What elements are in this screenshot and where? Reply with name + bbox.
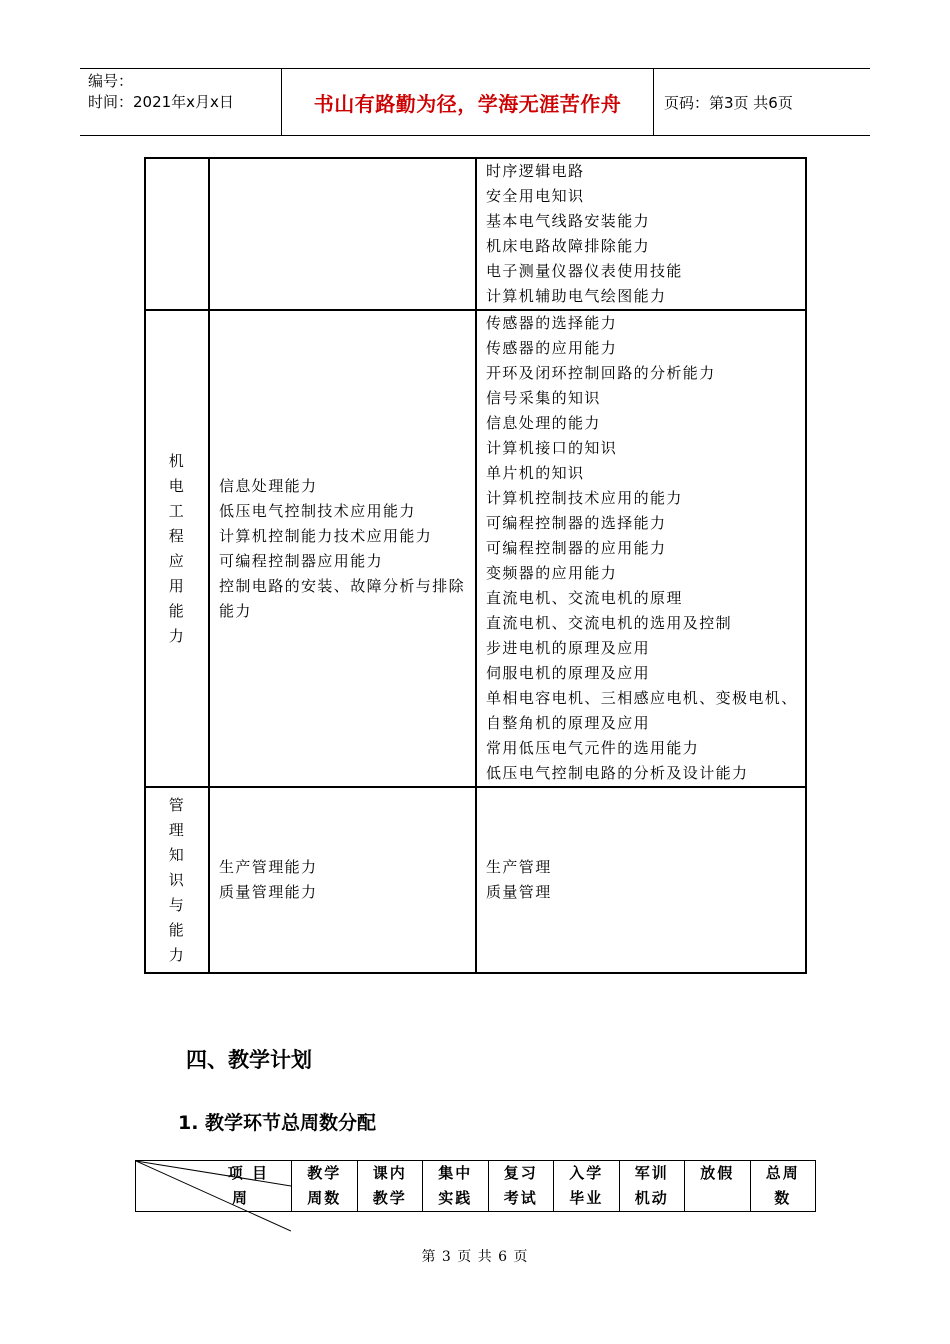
weeks-header-cell xyxy=(488,1161,554,1212)
weeks-header-row xyxy=(136,1161,816,1212)
content-item: 时序逻辑电路 xyxy=(486,162,585,180)
ability-item: 计算机控制能力技术应用能力 xyxy=(219,526,433,545)
content-item: 安全用电知识 xyxy=(486,187,585,205)
content-item: 单片机的知识 xyxy=(486,464,585,482)
weeks-header-text: 实践 xyxy=(438,1189,473,1207)
content-item: 信号采集的知识 xyxy=(486,389,601,407)
table-row xyxy=(145,158,806,310)
ability-cell xyxy=(209,310,476,787)
content-item: 可编程控制器的应用能力 xyxy=(486,539,667,557)
page-footer: 第 3 页 共 6 页 xyxy=(421,1249,529,1265)
ability-item: 控制电路的安装、故障分析与排除能力 xyxy=(219,576,466,620)
weeks-header-text: 入学 xyxy=(569,1164,604,1182)
ability-item: 低压电气控制技术应用能力 xyxy=(219,501,416,520)
category-cell xyxy=(145,310,209,787)
weeks-header-text: 数 xyxy=(774,1189,792,1207)
ability-cell xyxy=(209,158,476,310)
weeks-header-cell xyxy=(423,1161,489,1212)
header-page-info: 页码：第3页 共6页 xyxy=(664,93,793,112)
weeks-header-cell xyxy=(554,1161,620,1212)
content-item: 开环及闭环控制回路的分析能力 xyxy=(486,364,716,382)
content-item: 信息处理的能力 xyxy=(486,414,601,432)
weeks-header-text: 复习 xyxy=(503,1164,538,1182)
content-item: 电子测量仪器仪表使用技能 xyxy=(486,262,683,280)
weeks-header-cell xyxy=(357,1161,423,1212)
content-item: 计算机辅助电气绘图能力 xyxy=(486,287,667,305)
content-item: 计算机控制技术应用的能力 xyxy=(486,489,683,507)
content-item: 基本电气线路安装能力 xyxy=(486,212,651,230)
content-item: 常用低压电气元件的选用能力 xyxy=(486,739,700,757)
weeks-header-cell xyxy=(619,1161,685,1212)
content-item: 生产管理 xyxy=(486,858,552,876)
ability-cell xyxy=(209,787,476,973)
content-item: 伺服电机的原理及应用 xyxy=(486,664,651,682)
content-item: 机床电路故障排除能力 xyxy=(486,237,651,255)
content-item: 单相电容电机、三相感应电机、变极电机、自整角机的原理及应用 xyxy=(486,689,798,732)
ability-item: 信息处理能力 xyxy=(219,476,318,495)
ability-item: 可编程控制器应用能力 xyxy=(219,551,384,570)
ability-item: 质量管理能力 xyxy=(219,883,318,901)
ability-item: 生产管理能力 xyxy=(219,858,318,876)
subsection-heading: 1. 教学环节总周数分配 xyxy=(178,1112,377,1134)
content-item: 质量管理 xyxy=(486,883,552,901)
weeks-header-cell xyxy=(292,1161,358,1212)
weeks-header-text: 放假 xyxy=(700,1164,735,1182)
header-left-cell xyxy=(80,69,282,135)
category-cell xyxy=(145,787,209,973)
category-label: 管理知识与能力 xyxy=(168,795,186,964)
competency-table xyxy=(144,157,807,974)
weeks-header-text: 周数 xyxy=(307,1189,342,1207)
table-row xyxy=(145,310,806,787)
weeks-header-text: 教学 xyxy=(307,1164,342,1182)
content-cell xyxy=(476,310,806,787)
content-item: 直流电机、交流电机的原理 xyxy=(486,589,683,607)
content-cell xyxy=(476,787,806,973)
weeks-header-text: 教学 xyxy=(372,1189,407,1207)
weeks-header-text: 集中 xyxy=(438,1164,473,1182)
corner-label-week: 周 xyxy=(231,1189,249,1207)
content-cell xyxy=(476,158,806,310)
content-item: 步进电机的原理及应用 xyxy=(486,639,651,657)
page-header xyxy=(80,68,870,136)
content-item: 计算机接口的知识 xyxy=(486,439,618,457)
diagonal-header-cell xyxy=(136,1161,292,1212)
weeks-header-text: 考试 xyxy=(503,1189,538,1207)
content-item: 低压电气控制电路的分析及设计能力 xyxy=(486,764,749,782)
header-motto: 书山有路勤为径，学海无涯苦作舟 xyxy=(282,69,654,135)
content-item: 变频器的应用能力 xyxy=(486,564,618,582)
weeks-header-text: 毕业 xyxy=(569,1189,604,1207)
content-item: 传感器的选择能力 xyxy=(486,314,618,332)
content-item: 传感器的应用能力 xyxy=(486,339,618,357)
corner-label-item: 项 目 xyxy=(227,1164,269,1182)
table-row xyxy=(145,787,806,973)
category-label: 机电工程应用能力 xyxy=(168,451,186,645)
weeks-header-text: 总周 xyxy=(765,1164,800,1182)
weeks-header-cell xyxy=(750,1161,816,1212)
doc-date: 时间：2021年x月x日 xyxy=(88,93,234,111)
category-cell xyxy=(145,158,209,310)
weeks-header-text: 课内 xyxy=(372,1164,407,1182)
section-heading: 四、教学计划 xyxy=(186,1048,312,1072)
doc-number: 编号： xyxy=(88,72,134,90)
weeks-allocation-table xyxy=(135,1160,816,1212)
content-item: 直流电机、交流电机的选用及控制 xyxy=(486,614,733,632)
weeks-header-cell xyxy=(685,1161,751,1212)
content-item: 可编程控制器的选择能力 xyxy=(486,514,667,532)
weeks-header-text: 机动 xyxy=(634,1189,669,1207)
weeks-header-text: 军训 xyxy=(634,1164,669,1182)
